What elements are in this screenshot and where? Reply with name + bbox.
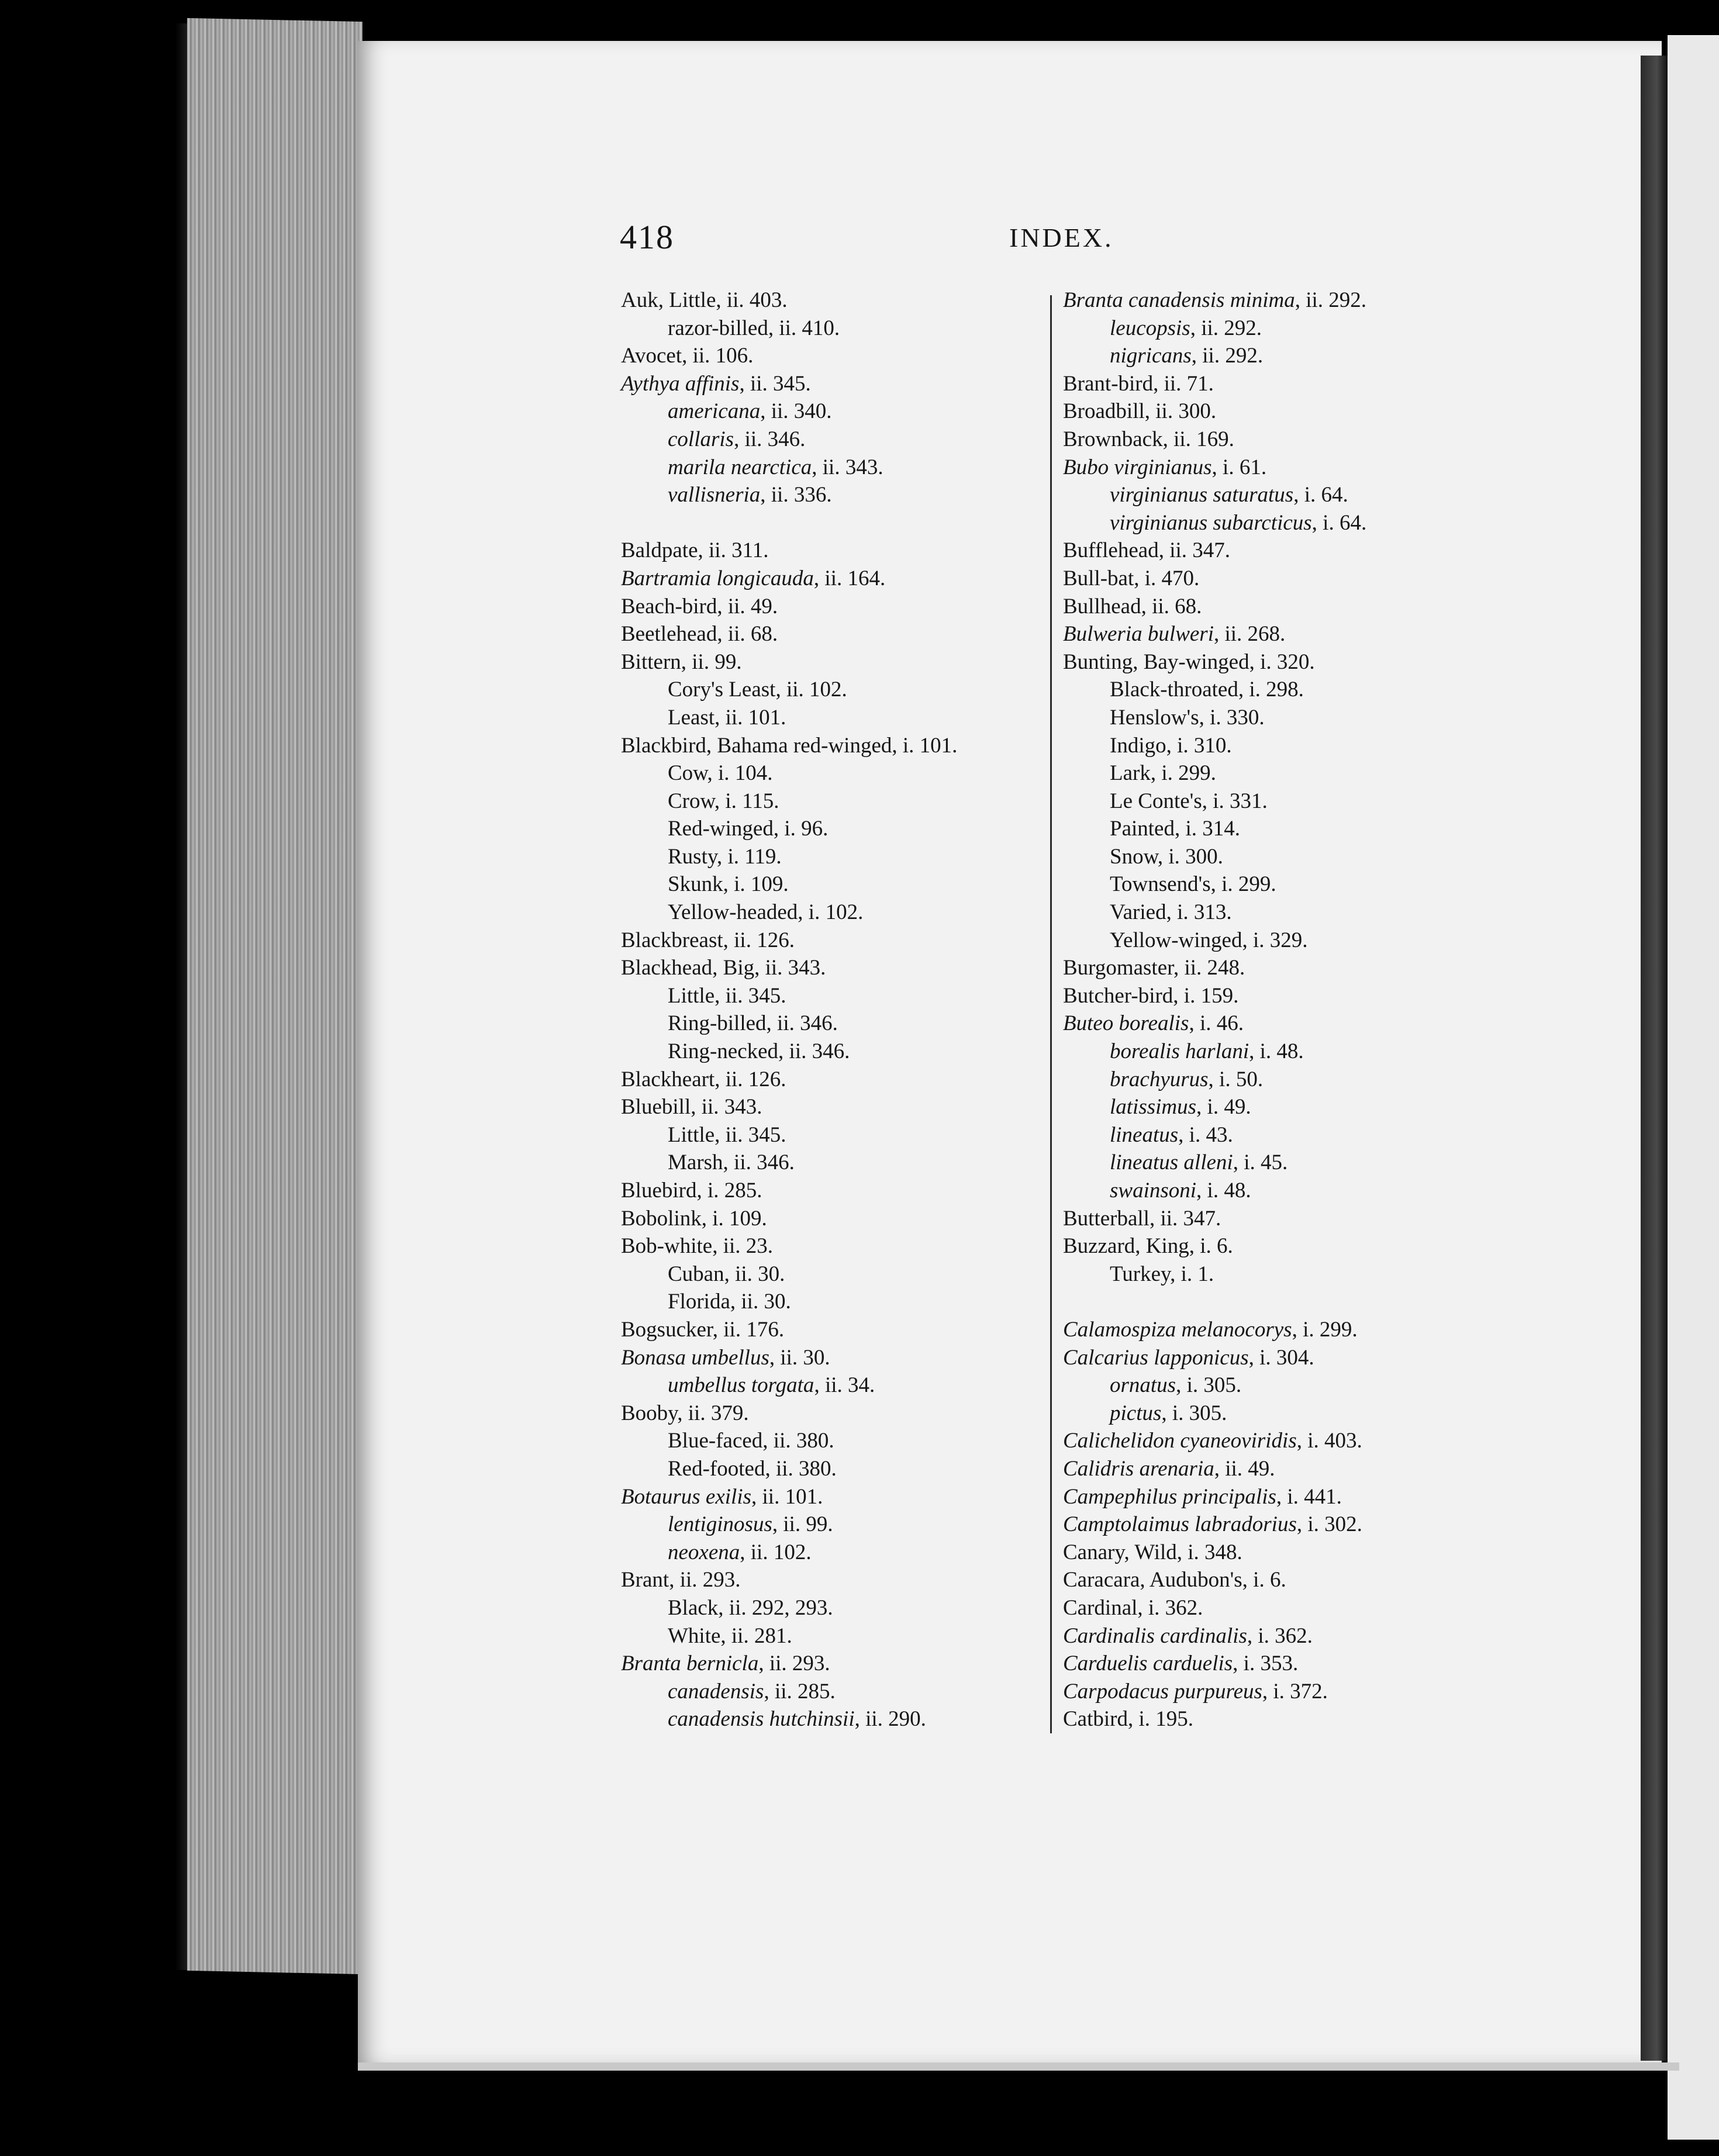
index-entry <box>621 1455 1030 1483</box>
entry-reference: , ii. 101. <box>751 1484 823 1509</box>
entry-term: Bluebill, ii. 343. <box>621 1095 762 1120</box>
entry-term: Beach-bird, ii. 49. <box>621 594 778 619</box>
entry-term: Townsend's, i. 299. <box>1110 872 1276 897</box>
entry-reference: , i. 48. <box>1196 1179 1251 1203</box>
entry-reference: , i. 305. <box>1161 1401 1227 1425</box>
index-entry <box>621 1650 1030 1678</box>
index-entry <box>621 732 1030 760</box>
index-entry <box>1063 286 1507 315</box>
entry-reference: , ii. 268. <box>1213 622 1286 647</box>
index-entry <box>621 1427 1030 1455</box>
section-spacer <box>1063 1288 1507 1316</box>
index-entry <box>1063 315 1507 343</box>
index-entry <box>1063 1066 1507 1094</box>
index-column-right <box>1063 286 1507 1733</box>
entry-reference: , i. 304. <box>1248 1345 1314 1370</box>
index-entry <box>1063 1594 1507 1622</box>
index-entry <box>621 1371 1030 1400</box>
index-entry <box>1063 704 1507 732</box>
index-entry <box>621 982 1030 1010</box>
entry-reference: , i. 48. <box>1249 1039 1304 1064</box>
page-title: INDEX. <box>1009 223 1114 253</box>
page-bottom-edge <box>358 2062 1679 2071</box>
entry-term: Rusty, i. 119. <box>668 844 782 869</box>
entry-term: Canary, Wild, i. 348. <box>1063 1540 1242 1564</box>
entry-term: Cardinalis cardinalis <box>1063 1623 1247 1648</box>
entry-term: Calamospiza melanocorys <box>1063 1317 1292 1342</box>
index-entry <box>621 398 1030 426</box>
index-entry <box>1063 509 1507 537</box>
index-entry <box>1063 954 1507 982</box>
entry-term: pictus <box>1110 1401 1162 1425</box>
entry-reference: , ii. 343. <box>812 455 883 479</box>
entry-term: latissimus <box>1110 1095 1197 1120</box>
index-entry <box>1063 927 1507 955</box>
index-entry <box>621 648 1030 676</box>
entry-term: Bittern, ii. 99. <box>621 649 742 674</box>
entry-term: Branta canadensis minima <box>1063 288 1295 312</box>
entry-reference: , ii. 290. <box>854 1707 926 1732</box>
entry-term: Booby, ii. 379. <box>621 1401 749 1425</box>
entry-term: Yellow-headed, i. 102. <box>668 900 864 925</box>
next-page-strip <box>1668 35 1719 2140</box>
entry-term: Indigo, i. 310. <box>1110 733 1232 758</box>
entry-term: neoxena <box>668 1540 740 1564</box>
entry-reference: , ii. 336. <box>760 483 832 507</box>
entry-term: Blackbird, Bahama red-winged, i. 101. <box>621 733 958 758</box>
entry-reference: , i. 46. <box>1189 1011 1244 1036</box>
entry-term: americana <box>668 399 761 424</box>
entry-term: Little, ii. 345. <box>668 1122 786 1147</box>
index-entry <box>621 1400 1030 1428</box>
index-entry <box>621 370 1030 398</box>
entry-term: Bogsucker, ii. 176. <box>621 1317 785 1342</box>
entry-reference: , ii. 340. <box>760 399 832 424</box>
entry-term: Cow, i. 104. <box>668 761 773 786</box>
index-entry <box>621 1594 1030 1622</box>
index-entry <box>1063 1678 1507 1706</box>
entry-term: ornatus <box>1110 1373 1176 1398</box>
entry-reference: , ii. 346. <box>734 427 806 451</box>
entry-term: Le Conte's, i. 331. <box>1110 789 1268 813</box>
entry-term: Butcher-bird, i. 159. <box>1063 983 1239 1008</box>
index-entry <box>621 1260 1030 1288</box>
index-entry <box>621 620 1030 648</box>
entry-term: Red-footed, ii. 380. <box>668 1456 837 1481</box>
entry-term: swainsoni <box>1110 1179 1197 1203</box>
index-entry <box>621 426 1030 454</box>
entry-reference: , i. 64. <box>1293 483 1348 507</box>
entry-term: Snow, i. 300. <box>1110 844 1223 869</box>
index-entry <box>1063 899 1507 927</box>
entry-term: Black-throated, i. 298. <box>1110 678 1304 702</box>
entry-term: Cardinal, i. 362. <box>1063 1595 1203 1620</box>
index-entry <box>621 1010 1030 1038</box>
entry-term: virginianus subarcticus <box>1110 510 1312 535</box>
entry-term: Beetlehead, ii. 68. <box>621 622 778 647</box>
entry-term: Calcarius lapponicus <box>1063 1345 1249 1370</box>
entry-term: Blackhead, Big, ii. 343. <box>621 956 826 980</box>
entry-term: Bulweria bulweri <box>1063 622 1214 647</box>
entry-term: Blue-faced, ii. 380. <box>668 1429 834 1453</box>
entry-reference: , i. 372. <box>1262 1679 1328 1704</box>
entry-term: lineatus <box>1110 1122 1179 1147</box>
entry-term: Campephilus principalis <box>1063 1484 1276 1509</box>
index-entry <box>621 1483 1030 1511</box>
index-entry <box>621 537 1030 565</box>
entry-term: Crow, i. 115. <box>668 789 779 813</box>
entry-term: Burgomaster, ii. 248. <box>1063 956 1245 980</box>
entry-term: Auk, Little, ii. 403. <box>621 288 788 312</box>
entry-term: Black, ii. 292, 293. <box>668 1595 833 1620</box>
page-number: 418 <box>620 218 674 256</box>
entry-term: Aythya affinis <box>621 371 740 396</box>
entry-term: Ring-necked, ii. 346. <box>668 1039 850 1064</box>
index-entry <box>1063 1316 1507 1344</box>
index-entry <box>1063 1539 1507 1567</box>
index-entry <box>1063 1232 1507 1260</box>
index-entry <box>1063 1344 1507 1372</box>
index-entry <box>1063 1483 1507 1511</box>
entry-term: Bufflehead, ii. 347. <box>1063 538 1231 563</box>
entry-term: Cuban, ii. 30. <box>668 1262 785 1286</box>
index-entry <box>1063 1566 1507 1594</box>
index-entry <box>621 704 1030 732</box>
entry-term: Bubo virginianus <box>1063 455 1212 479</box>
index-entry <box>1063 676 1507 704</box>
entry-reference: , i. 403. <box>1296 1429 1362 1453</box>
entry-term: Red-winged, i. 96. <box>668 817 829 841</box>
entry-reference: , i. 61. <box>1211 455 1267 479</box>
entry-term: Cory's Least, ii. 102. <box>668 678 847 702</box>
index-entry <box>621 1288 1030 1316</box>
index-entry <box>1063 1650 1507 1678</box>
index-entry <box>621 1539 1030 1567</box>
index-entry <box>621 954 1030 982</box>
index-entry <box>1063 732 1507 760</box>
entry-term: Bob-white, ii. 23. <box>621 1234 774 1259</box>
entry-term: Bunting, Bay-winged, i. 320. <box>1063 649 1315 674</box>
entry-reference: , ii. 285. <box>764 1679 836 1704</box>
index-entry <box>621 1066 1030 1094</box>
index-entry <box>1063 1010 1507 1038</box>
entry-term: brachyurus <box>1110 1067 1209 1091</box>
entry-term: Ring-billed, ii. 346. <box>668 1011 838 1036</box>
entry-reference: , i. 305. <box>1176 1373 1242 1398</box>
index-entry <box>1063 1093 1507 1121</box>
index-entry <box>1063 342 1507 370</box>
entry-term: canadensis <box>668 1679 764 1704</box>
entry-term: collaris <box>668 427 734 451</box>
index-entry <box>1063 1705 1507 1733</box>
entry-reference: , ii. 102. <box>740 1540 812 1564</box>
index-entry <box>1063 1177 1507 1205</box>
entry-term: Bartramia longicauda <box>621 566 814 590</box>
index-entry <box>1063 982 1507 1010</box>
index-entry <box>621 1566 1030 1594</box>
index-entry <box>1063 1400 1507 1428</box>
index-column-left <box>621 286 1030 1733</box>
entry-term: Botaurus exilis <box>621 1484 752 1509</box>
index-entry <box>1063 648 1507 676</box>
index-entry <box>621 1344 1030 1372</box>
index-entry <box>621 1149 1030 1177</box>
entry-term: virginianus saturatus <box>1110 483 1294 507</box>
index-entry <box>1063 1427 1507 1455</box>
entry-term: umbellus torgata <box>668 1373 814 1398</box>
entry-term: Henslow's, i. 330. <box>1110 705 1265 730</box>
index-entry <box>621 342 1030 370</box>
index-entry <box>1063 815 1507 843</box>
entry-term: Florida, ii. 30. <box>668 1290 791 1314</box>
entry-term: Bluebird, i. 285. <box>621 1179 762 1203</box>
entry-term: Branta bernicla <box>621 1651 759 1676</box>
index-entry <box>1063 454 1507 482</box>
entry-term: Little, ii. 345. <box>668 983 786 1008</box>
entry-term: Marsh, ii. 346. <box>668 1150 795 1175</box>
index-entry <box>1063 787 1507 816</box>
index-entry <box>1063 1205 1507 1233</box>
index-entry <box>621 1316 1030 1344</box>
index-entry <box>621 843 1030 871</box>
entry-term: Skunk, i. 109. <box>668 872 789 897</box>
index-entry <box>1063 1371 1507 1400</box>
running-head <box>620 217 1485 258</box>
column-divider <box>1050 295 1052 1733</box>
index-entry <box>621 1511 1030 1539</box>
index-entry <box>1063 620 1507 648</box>
entry-term: Bullhead, ii. 68. <box>1063 594 1202 619</box>
entry-term: Blackbreast, ii. 126. <box>621 928 795 952</box>
entry-term: Avocet, ii. 106. <box>621 344 754 368</box>
index-entry <box>1063 843 1507 871</box>
entry-term: Buzzard, King, i. 6. <box>1063 1234 1233 1259</box>
index-entry <box>1063 1149 1507 1177</box>
index-entry <box>1063 426 1507 454</box>
entry-term: Bonasa umbellus <box>621 1345 769 1370</box>
entry-reference: , i. 353. <box>1233 1651 1299 1676</box>
entry-reference: , i. 49. <box>1196 1095 1251 1120</box>
index-entry <box>621 1678 1030 1706</box>
entry-term: nigricans <box>1110 344 1192 368</box>
entry-term: Lark, i. 299. <box>1110 761 1216 786</box>
entry-term: canadensis hutchinsii <box>668 1707 855 1732</box>
index-entry <box>621 481 1030 509</box>
section-spacer <box>621 509 1030 537</box>
index-entry <box>1063 1622 1507 1650</box>
index-entry <box>621 870 1030 899</box>
index-entry <box>621 315 1030 343</box>
entry-term: Varied, i. 313. <box>1110 900 1232 925</box>
entry-term: Butterball, ii. 347. <box>1063 1206 1221 1231</box>
entry-reference: , i. 302. <box>1296 1512 1362 1537</box>
index-entry <box>621 1038 1030 1066</box>
entry-term: Catbird, i. 195. <box>1063 1707 1194 1732</box>
entry-reference: , i. 299. <box>1292 1317 1358 1342</box>
index-entry <box>1063 537 1507 565</box>
entry-term: Least, ii. 101. <box>668 705 786 730</box>
index-entry <box>1063 1260 1507 1288</box>
entry-term: White, ii. 281. <box>668 1623 792 1648</box>
entry-reference: , i. 362. <box>1247 1623 1313 1648</box>
index-entry <box>1063 1511 1507 1539</box>
entry-reference: , i. 43. <box>1178 1122 1233 1147</box>
entry-term: Caracara, Audubon's, i. 6. <box>1063 1568 1286 1592</box>
index-entry <box>621 1232 1030 1260</box>
index-entry <box>621 1205 1030 1233</box>
entry-reference: , i. 441. <box>1276 1484 1342 1509</box>
index-entry <box>1063 870 1507 899</box>
entry-reference: , i. 50. <box>1208 1067 1264 1091</box>
entry-term: Buteo borealis <box>1063 1011 1189 1036</box>
index-entry <box>621 787 1030 816</box>
entry-term: Bull-bat, i. 470. <box>1063 566 1200 590</box>
entry-reference: , i. 45. <box>1233 1150 1288 1175</box>
entry-term: Blackheart, ii. 126. <box>621 1067 786 1091</box>
entry-reference: , ii. 164. <box>813 566 886 590</box>
index-entry <box>621 676 1030 704</box>
entry-term: marila nearctica <box>668 455 812 479</box>
entry-term: Calidris arenaria <box>1063 1456 1214 1481</box>
index-entry <box>621 1177 1030 1205</box>
book-page-edges <box>187 18 363 1974</box>
index-entry <box>1063 593 1507 621</box>
entry-term: lentiginosus <box>668 1512 772 1537</box>
entry-term: Turkey, i. 1. <box>1110 1262 1214 1286</box>
index-entry <box>1063 1455 1507 1483</box>
index-entry <box>1063 481 1507 509</box>
entry-term: vallisneria <box>668 483 761 507</box>
index-entry <box>621 1705 1030 1733</box>
entry-term: Broadbill, ii. 300. <box>1063 399 1217 424</box>
index-entry <box>621 1622 1030 1650</box>
index-entry <box>1063 370 1507 398</box>
entry-reference: , ii. 30. <box>769 1345 830 1370</box>
entry-reference: , ii. 293. <box>758 1651 830 1676</box>
index-entry <box>1063 1121 1507 1149</box>
page-gutter-shadow <box>1641 56 1668 2061</box>
entry-term: lineatus alleni <box>1110 1150 1233 1175</box>
index-entry <box>1063 565 1507 593</box>
index-entry <box>621 565 1030 593</box>
entry-reference: , i. 64. <box>1311 510 1367 535</box>
entry-term: borealis harlani <box>1110 1039 1249 1064</box>
entry-term: Carduelis carduelis <box>1063 1651 1233 1676</box>
entry-term: razor-billed, ii. 410. <box>668 316 840 340</box>
entry-term: Brant-bird, ii. 71. <box>1063 371 1214 396</box>
entry-term: Baldpate, ii. 311. <box>621 538 769 563</box>
entry-term: Painted, i. 314. <box>1110 817 1241 841</box>
entry-reference: , ii. 49. <box>1214 1456 1275 1481</box>
entry-reference: , ii. 345. <box>739 371 811 396</box>
index-entry <box>621 1121 1030 1149</box>
entry-term: Bobolink, i. 109. <box>621 1206 767 1231</box>
entry-term: Carpodacus purpureus <box>1063 1679 1262 1704</box>
index-entry <box>621 454 1030 482</box>
index-entry <box>621 899 1030 927</box>
entry-term: Camptolaimus labradorius <box>1063 1512 1297 1537</box>
index-entry <box>621 1093 1030 1121</box>
entry-term: Brownback, ii. 169. <box>1063 427 1234 451</box>
entry-term: Calichelidon cyaneoviridis <box>1063 1429 1297 1453</box>
index-entry <box>1063 759 1507 787</box>
index-entry <box>1063 398 1507 426</box>
index-entry <box>621 759 1030 787</box>
entry-reference: , ii. 99. <box>772 1512 833 1537</box>
entry-term: Yellow-winged, i. 329. <box>1110 928 1308 952</box>
entry-reference: , ii. 34. <box>814 1373 875 1398</box>
entry-reference: , ii. 292. <box>1190 316 1262 340</box>
entry-reference: , ii. 292. <box>1191 344 1264 368</box>
index-entry <box>621 593 1030 621</box>
entry-reference: , ii. 292. <box>1295 288 1367 312</box>
index-entry <box>621 815 1030 843</box>
index-entry <box>1063 1038 1507 1066</box>
entry-term: Brant, ii. 293. <box>621 1568 741 1592</box>
index-entry <box>621 927 1030 955</box>
entry-term: leucopsis <box>1110 316 1190 340</box>
index-entry <box>621 286 1030 315</box>
